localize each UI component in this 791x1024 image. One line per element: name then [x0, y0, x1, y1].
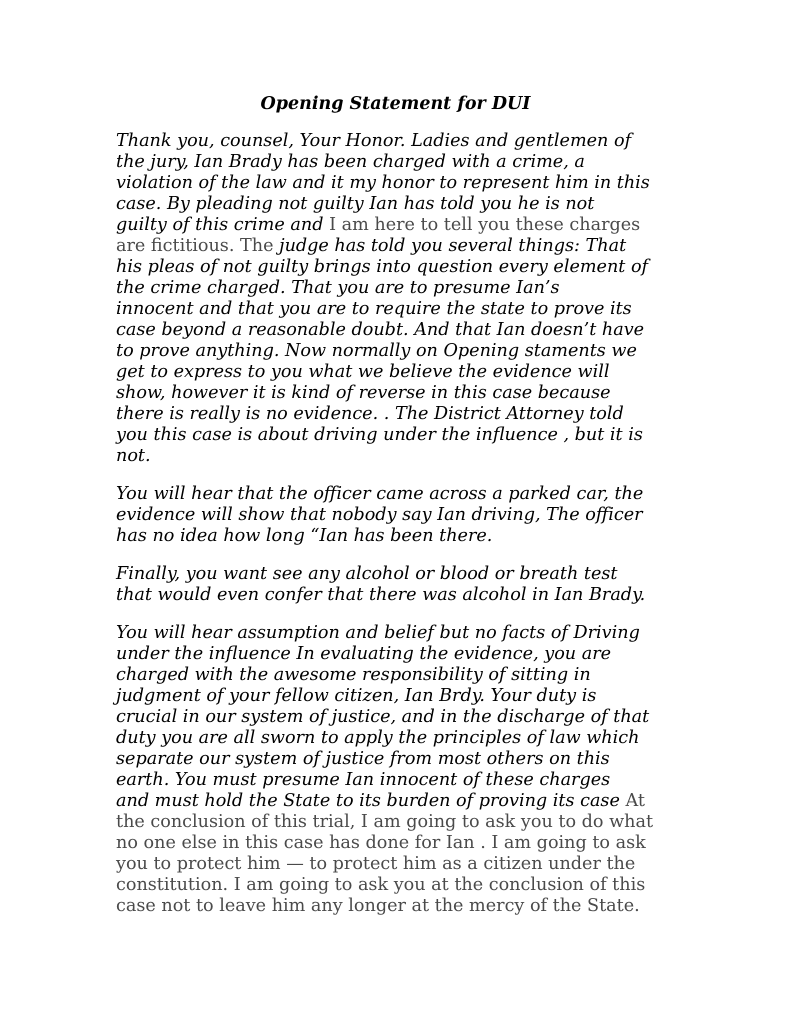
italic-text-run: guilty of this crime and [116, 215, 330, 235]
italic-text-run: show, however it is kind of reverse in this case because [116, 383, 611, 403]
text-line [116, 383, 676, 404]
italic-text-run: you this case is about driving under the influence , but it is [116, 425, 643, 445]
italic-text-run: the jury, Ian Brady has been charged with a crime, a [116, 152, 585, 172]
text-line [116, 623, 676, 644]
text-line [116, 194, 676, 215]
italic-text-run: Finally, you want see any alcohol or blood or breath test [116, 564, 618, 584]
text-line [116, 152, 676, 173]
roman-text-run: you to protect him — to protect him as a citizen under the [116, 854, 636, 874]
page-title: Opening Statement for DUI [260, 94, 531, 114]
italic-text-run: charged with the awesome responsibility of sitting in [116, 665, 591, 685]
text-line [116, 833, 676, 854]
italic-text-run: evidence will show that nobody say Ian driving, The officer [116, 505, 643, 525]
paragraph [116, 484, 676, 547]
italic-text-run: to prove anything. Now normally on Opening staments we [116, 341, 637, 361]
text-line [116, 215, 676, 236]
italic-text-run: violation of the law and it my honor to represent him in this [116, 173, 650, 193]
text-line [116, 173, 676, 194]
text-line [116, 278, 676, 299]
italic-text-run: Thank you, counsel, Your Honor. Ladies and gentlemen of [116, 131, 632, 151]
text-line [116, 236, 676, 257]
text-line [116, 854, 676, 875]
roman-text-run: I am here to tell you these charges [329, 215, 641, 235]
italic-text-run: has no idea how long “Ian has been there. [116, 526, 493, 546]
text-line [116, 526, 676, 547]
text-line [116, 707, 676, 728]
text-line [116, 585, 676, 606]
italic-text-run: judge has told you several things: That [279, 236, 627, 256]
italic-text-run: that would even confer that there was alcohol in Ian Brady. [116, 585, 646, 605]
italic-text-run: judgment of your fellow citizen, Ian Brdy. Your duty is [116, 686, 597, 706]
document-body [116, 131, 676, 934]
italic-text-run: You will hear that the officer came across a parked car, the [116, 484, 644, 504]
text-line [116, 896, 676, 917]
text-line [116, 770, 676, 791]
italic-text-run: You will hear assumption and belief but no facts of Driving [116, 623, 640, 643]
italic-text-run: duty you are all sworn to apply the principles of law which [116, 728, 640, 748]
italic-text-run: innocent and that you are to require the state to prove its [116, 299, 632, 319]
roman-text-run: no one else in this case has done for Ian . I am going to ask [116, 833, 646, 853]
roman-text-run: At [625, 791, 645, 811]
italic-text-run: there is really is no evidence. . The District Attorney told [116, 404, 624, 424]
text-line [116, 665, 676, 686]
text-line [116, 728, 676, 749]
roman-text-run: are fictitious. The [116, 236, 280, 256]
text-line [116, 484, 676, 505]
text-line [116, 425, 676, 446]
italic-text-run: case beyond a reasonable doubt. And that Ian doesn’t have [116, 320, 645, 340]
text-line [116, 341, 676, 362]
italic-text-run: earth. You must presume Ian innocent of these charges [116, 770, 611, 790]
text-line [116, 362, 676, 383]
paragraph [116, 623, 676, 917]
text-line [116, 644, 676, 665]
text-line [116, 564, 676, 585]
roman-text-run: the conclusion of this trial, I am going to ask you to do what [116, 812, 654, 832]
roman-text-run: constitution. I am going to ask you at the conclusion of this [116, 875, 646, 895]
text-line [116, 131, 676, 152]
italic-text-run: under the influence In evaluating the evidence, you are [116, 644, 612, 664]
text-line [116, 404, 676, 425]
text-line [116, 320, 676, 341]
text-line [116, 791, 676, 812]
text-line [116, 749, 676, 770]
roman-text-run: case not to leave him any longer at the mercy of the State. [116, 896, 640, 916]
italic-text-run: the crime charged. That you are to presume Ian’s [116, 278, 560, 298]
paragraph [116, 131, 676, 467]
text-line [116, 686, 676, 707]
italic-text-run: not. [116, 446, 151, 466]
italic-text-run: his pleas of not guilty brings into question every element of [116, 257, 649, 277]
text-line [116, 257, 676, 278]
text-line [116, 505, 676, 526]
text-line [116, 812, 676, 833]
text-line [116, 446, 676, 467]
paragraph [116, 564, 676, 606]
italic-text-run: crucial in our system of justice, and in the discharge of that [116, 707, 650, 727]
text-line [116, 875, 676, 896]
italic-text-run: case. By pleading not guilty Ian has told you he is not [116, 194, 595, 214]
italic-text-run: and must hold the State to its burden of proving its case [116, 791, 626, 811]
text-line [116, 299, 676, 320]
italic-text-run: get to express to you what we believe the evidence will [116, 362, 610, 382]
italic-text-run: separate our system of justice from most others on this [116, 749, 610, 769]
